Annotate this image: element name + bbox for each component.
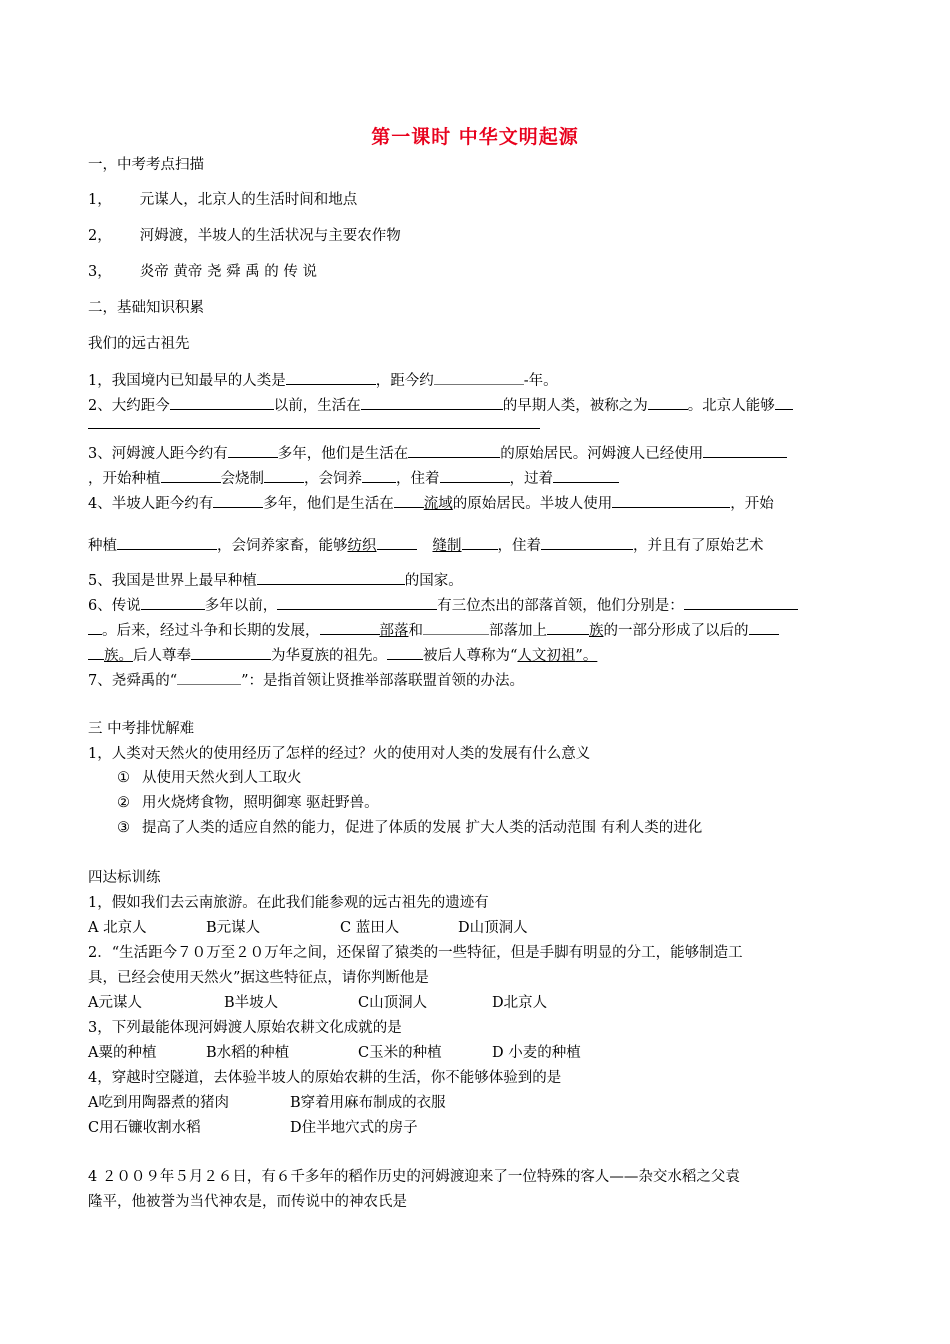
answer-blank[interactable] [377,535,417,550]
answer-blank[interactable] [117,535,217,550]
answer-blank[interactable] [423,620,489,635]
question-6: 6、传说 多年以前， 有三位杰出的部落首领，他们分别是： [88,595,798,616]
question-2-continuation [88,414,540,435]
answer-blank[interactable] [161,468,221,483]
answer-blank[interactable] [277,595,437,610]
answer-blank[interactable] [387,645,423,660]
question-6-line-3: 族。后人尊奉 为华夏族的祖先。 被后人尊称为“人文初祖”。 [88,645,597,666]
option-a[interactable]: A 北京人 [88,920,147,936]
question-7: 7、尧舜禹的“ ”：是指首领让贤推举部落联盟首领的办法。 [88,670,524,691]
answer-blank[interactable] [547,620,589,635]
answer-blank[interactable] [440,468,510,483]
section4-q2-stem-1: 2．“生活距今７０万至２０万年之间，还保留了猿类的一些特征，但是手脚有明显的分工，能够制造工 [88,945,743,961]
section1-item-3: 3， 炎帝 黄帝 尧 舜 禹 的 传 说 [88,264,317,280]
option-b[interactable]: B穿着用麻布制成的衣服 [290,1095,446,1111]
option-d[interactable]: D山顶洞人 [458,920,528,936]
answer-blank[interactable] [88,620,102,635]
answer-blank[interactable] [320,620,380,635]
answer-blank[interactable] [362,468,396,483]
answer-blank[interactable] [228,443,278,458]
answer-blank[interactable] [88,414,540,429]
answer-blank[interactable] [361,395,503,410]
answer-blank[interactable] [264,468,304,483]
section3-answer-1: ① 从使用天然火到人工取火 [117,770,302,786]
answer-blank[interactable] [749,620,779,635]
question-1: 1，我国境内已知最早的人类是 ，距今约 -年。 [88,370,558,391]
question-3-line-2: ，开始种植 会烧制 ，会饲养 ，住着 ，过着 [88,468,619,489]
answer-blank[interactable] [612,493,730,508]
answer-blank[interactable] [703,443,787,458]
question-4-line-2: 种植 ，会饲养家畜，能够纺织 缝制 ，住着 ，并且有了原始艺术 [88,535,764,556]
question-3: 3、河姆渡人距今约有 多年，他们是生活在 的原始居民。河姆渡人已经使用 [88,443,787,464]
option-d[interactable]: D住半地穴式的房子 [290,1120,418,1136]
answer-blank[interactable] [191,645,271,660]
section1-item-1: 1， 元谋人，北京人的生活时间和地点 [88,192,358,208]
answer-blank[interactable] [257,570,405,585]
option-d[interactable]: D 小麦的种植 [492,1045,581,1061]
section2-subheading: 我们的远古祖先 [88,336,190,352]
section4-q5-stem-1: 4 ２００９年５月２６日，有６千多年的稻作历史的河姆渡迎来了一位特殊的客人——杂交水稻之父袁 [88,1169,740,1185]
answer-blank[interactable] [434,370,524,385]
answer-blank[interactable] [170,395,274,410]
answer-blank[interactable] [775,395,793,410]
section1-heading: 一，中考考点扫描 [88,157,204,173]
option-b[interactable]: B半坡人 [224,995,279,1011]
question-6-line-2: 。后来，经过斗争和长期的发展， 部落和 部落加上 族的一部分形成了以后的 [88,620,779,641]
answer-blank[interactable] [541,535,633,550]
option-a[interactable]: A元谋人 [88,995,142,1011]
answer-blank[interactable] [213,493,263,508]
section4-q3-stem: 3，下列最能体现河姆渡人原始农耕文化成就的是 [88,1020,402,1036]
section4-heading: 四达标训练 [88,870,161,886]
section4-q4-stem: 4，穿越时空隧道，去体验半坡人的原始农耕的生活，你不能够体验到的是 [88,1070,562,1086]
question-5: 5、我国是世界上最早种植 的国家。 [88,570,463,591]
section1-item-2: 2， 河姆渡，半坡人的生活状况与主要农作物 [88,228,401,244]
section4-q1-stem: 1，假如我们去云南旅游。在此我们能参观的远古祖先的遗迹有 [88,895,489,911]
question-2: 2、大约距今 以前，生活在 的早期人类，被称之为 。北京人能够 [88,395,793,416]
section3-heading: 三 中考排忧解难 [88,721,195,737]
option-c[interactable]: C用石镰收割水稻 [88,1120,201,1136]
option-a[interactable]: A粟的种植 [88,1045,157,1061]
section2-heading: 二，基础知识积累 [88,300,204,316]
section3-answer-3: ③ 提高了人类的适应自然的能力，促进了体质的发展 扩大人类的活动范围 有利人类的进化 [117,820,703,836]
answer-blank[interactable] [177,670,241,685]
answer-blank[interactable] [462,535,498,550]
option-a[interactable]: A吃到用陶器煮的猪肉 [88,1095,229,1111]
answer-blank[interactable] [684,595,798,610]
answer-blank[interactable] [88,645,104,660]
page-title: 第一课时 中华文明起源 [371,126,579,148]
section3-answer-2: ② 用火烧烤食物，照明御寒 驱赶野兽。 [117,795,379,811]
option-b[interactable]: B水稻的种植 [206,1045,290,1061]
option-c[interactable]: C山顶洞人 [358,995,428,1011]
option-c[interactable]: C 蓝田人 [340,920,400,936]
option-b[interactable]: B元谋人 [206,920,261,936]
answer-blank[interactable] [286,370,376,385]
section4-q5-stem-2: 隆平，他被誉为当代神农是，而传说中的神农氏是 [88,1194,407,1210]
answer-blank[interactable] [141,595,205,610]
answer-blank[interactable] [648,395,688,410]
section4-q2-stem-2: 具，已经会使用天然火”据这些特征点，请你判断他是 [88,970,429,986]
option-d[interactable]: D北京人 [492,995,548,1011]
answer-blank[interactable] [408,443,500,458]
question-4: 4、半坡人距今约有 多年，他们是生活在 流域的原始居民。半坡人使用 ，开始 [88,493,774,514]
option-c[interactable]: C玉米的种植 [358,1045,442,1061]
section3-question: 1，人类对天然火的使用经历了怎样的经过？火的使用对人类的发展有什么意义 [88,746,591,762]
answer-blank[interactable] [553,468,619,483]
